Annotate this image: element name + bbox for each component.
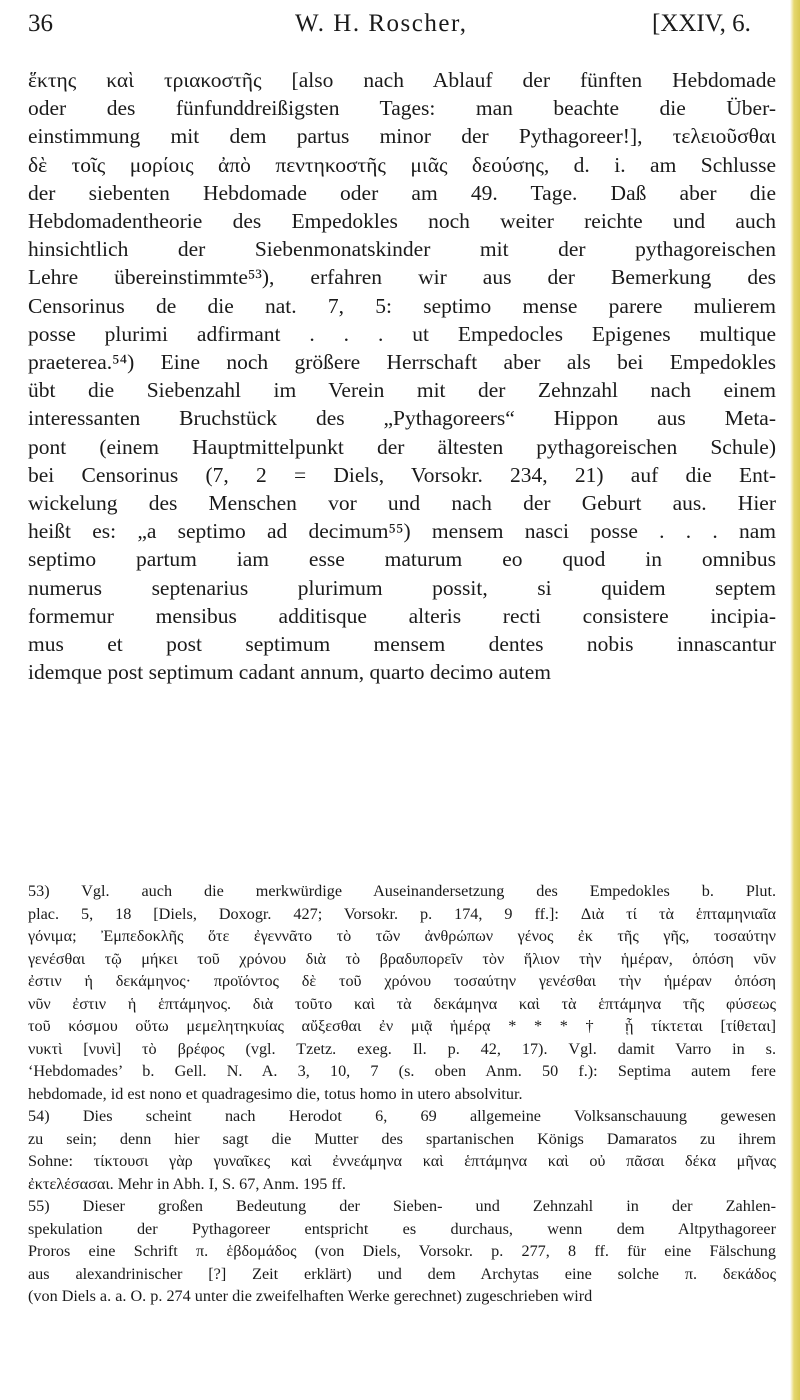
text-line: Lehre übereinstimmte⁵³), erfahren wir aus der Bemerkung des <box>28 265 776 290</box>
footnote-line: νῦν ἐστιν ἡ ἑπτάμηνος. διὰ τοῦτο καὶ τὰ δεκάμηνα καὶ τὰ ἑπτάμηνα τῆς φύσεως <box>28 994 776 1013</box>
text-line: ἕκτης καὶ τριακοστῆς [also nach Ablauf der fünften Hebdomade <box>28 68 776 92</box>
footnote-line: Sohne: τίκτουσι γὰρ γυναῖκες καὶ ἐννεάμηνα καὶ ἑπτάμηνα καὶ οὐ πᾶσαι δέκα μῆνας <box>28 1152 776 1170</box>
text-line: posse plurimi adfirmant . . . ut Empedocles Epigenes multique <box>28 321 776 346</box>
footnote-line: zu sein; denn hier sagt die Mutter des spartanischen Königs Damaratos zu ihrem <box>28 1129 776 1148</box>
footnote-line: γενέσθαι τῷ μήκει τοῦ χρόνου διὰ τὸ βραδυπορεῖν τὸν ἥλιον τὴν ἡμέραν, ὁπόση νῦν <box>28 949 776 968</box>
text-line: δὲ τοῖς μορίοις ἀπὸ πεντηκοστῆς μιᾶς δεούσης, d. i. am Schlusse <box>28 152 776 177</box>
main-text <box>28 66 776 686</box>
page-edge <box>790 0 800 1400</box>
text-line: septimo partum iam esse maturum eo quod in omnibus <box>28 547 776 572</box>
footnote-line: 55) Dieser großen Bedeutung der Sieben- und Zehnzahl in der Zahlen- <box>28 1197 776 1215</box>
text-line: idemque post septimum cadant annum, quarto decimo autem <box>28 660 552 685</box>
footnote <box>28 1195 776 1308</box>
page-number: 36 <box>28 10 53 37</box>
footnote-line: ἐκτελέσασαι. Mehr in Abh. I, S. 67, Anm. 195 ff. <box>28 1174 346 1193</box>
text-line: Hebdomadentheorie des Empedokles noch weiter reichte und auch <box>28 209 776 234</box>
text-line: formemur mensibus additisque alteris recti consistere incipia- <box>28 603 776 628</box>
footnote-line: ἐστιν ἡ δεκάμηνος· προϊόντος δὲ τοῦ χρόνου τοσαύτην γενέσθαι τὴν ἡμέραν ὁπόση <box>28 972 776 990</box>
text-line: der siebenten Hebdomade oder am 49. Tage. Daß aber die <box>28 180 776 205</box>
footnote-line: hebdomade, id est nono et quadragesimo die, totus homo in utero absolvitur. <box>28 1084 523 1103</box>
text-line: pont (einem Hauptmittelpunkt der ältesten pythagoreischen Schule) <box>28 434 776 459</box>
footnote <box>28 1105 776 1195</box>
footnote-line: νυκτὶ [νυνὶ] τὸ βρέφος (vgl. Tzetz. exeg. Il. p. 42, 17). Vgl. damit Varro in s. <box>28 1039 776 1058</box>
footnote-line: Proros eine Schrift π. ἑβδομάδος (von Diels, Vorsokr. p. 277, 8 ff. für eine Fälschung <box>28 1242 776 1260</box>
footnote-line: 54) Dies scheint nach Herodot 6, 69 allgemeine Volksanschauung gewesen <box>28 1107 776 1125</box>
text-line: wickelung des Menschen vor und nach der Geburt aus. Hier <box>28 491 776 516</box>
text-line: übt die Siebenzahl im Verein mit der Zehnzahl nach einem <box>28 378 776 403</box>
text-line: mus et post septimum mensem dentes nobis innascantur <box>28 632 776 657</box>
footnote-line: γόνιμα; Ἐμπεδοκλῆς ὅτε ἐγεννᾶτο τὸ τῶν ἀνθρώπων γένος ἐκ τῆς γῆς, τοσαύτην <box>28 927 776 945</box>
footnote-line: spekulation der Pythagoreer entspricht es durchaus, wenn dem Altpythagoreer <box>28 1219 776 1238</box>
footnote-line: τοῦ κόσμου οὕτω μεμελητηκυίας αὔξεσθαι ἐν μιᾷ ἡμέρᾳ * * * † ᾗ τίκτεται [τίθεται] <box>28 1017 776 1035</box>
footnote-line: aus alexandrinischer [?] Zeit erklärt) und dem Archytas eine solche π. δεκάδος <box>28 1264 776 1283</box>
section-reference: [XXIV, 6. <box>652 10 751 37</box>
text-line: interessanten Bruchstück des „Pythagoreers“ Hippon aus Meta- <box>28 406 776 431</box>
footnotes <box>28 880 776 1308</box>
text-line: hinsichtlich der Siebenmonatskinder mit der pythagoreischen <box>28 237 776 262</box>
text-line: praeterea.⁵⁴) Eine noch größere Herrschaft aber als bei Empedokles <box>28 350 776 375</box>
text-line: einstimmung mit dem partus minor der Pythagoreer!], τελειοῦσθαι <box>28 124 776 149</box>
footnote <box>28 880 776 1105</box>
footnote-line: 53) Vgl. auch die merkwürdige Auseinandersetzung des Empedokles b. Plut. <box>28 882 776 900</box>
text-line: bei Censorinus (7, 2 = Diels, Vorsokr. 234, 21) auf die Ent- <box>28 462 776 487</box>
footnote-line: plac. 5, 18 [Diels, Doxogr. 427; Vorsokr. p. 174, 9 ff.]: Διὰ τί τὰ ἑπταμηνιαῖα <box>28 904 776 923</box>
text-line: oder des fünfunddreißigsten Tages: man beachte die Über- <box>28 96 776 121</box>
text-line: heißt es: „a septimo ad decimum⁵⁵) mensem nasci posse . . . nam <box>28 519 776 544</box>
footnote-line: (von Diels a. a. O. p. 274 unter die zweifelhaften Werke gerechnet) zugeschrieben wird <box>28 1287 593 1305</box>
running-author: W. H. Roscher, <box>295 10 468 37</box>
running-header <box>0 6 790 46</box>
footnote-line: ‘Hebdomades’ b. Gell. N. A. 3, 10, 7 (s. oben Anm. 50 f.): Septima autem fere <box>28 1062 776 1080</box>
text-line: numerus septenarius plurimum possit, si quidem septem <box>28 575 776 600</box>
text-line: Censorinus de die nat. 7, 5: septimo mense parere mulierem <box>28 293 776 318</box>
